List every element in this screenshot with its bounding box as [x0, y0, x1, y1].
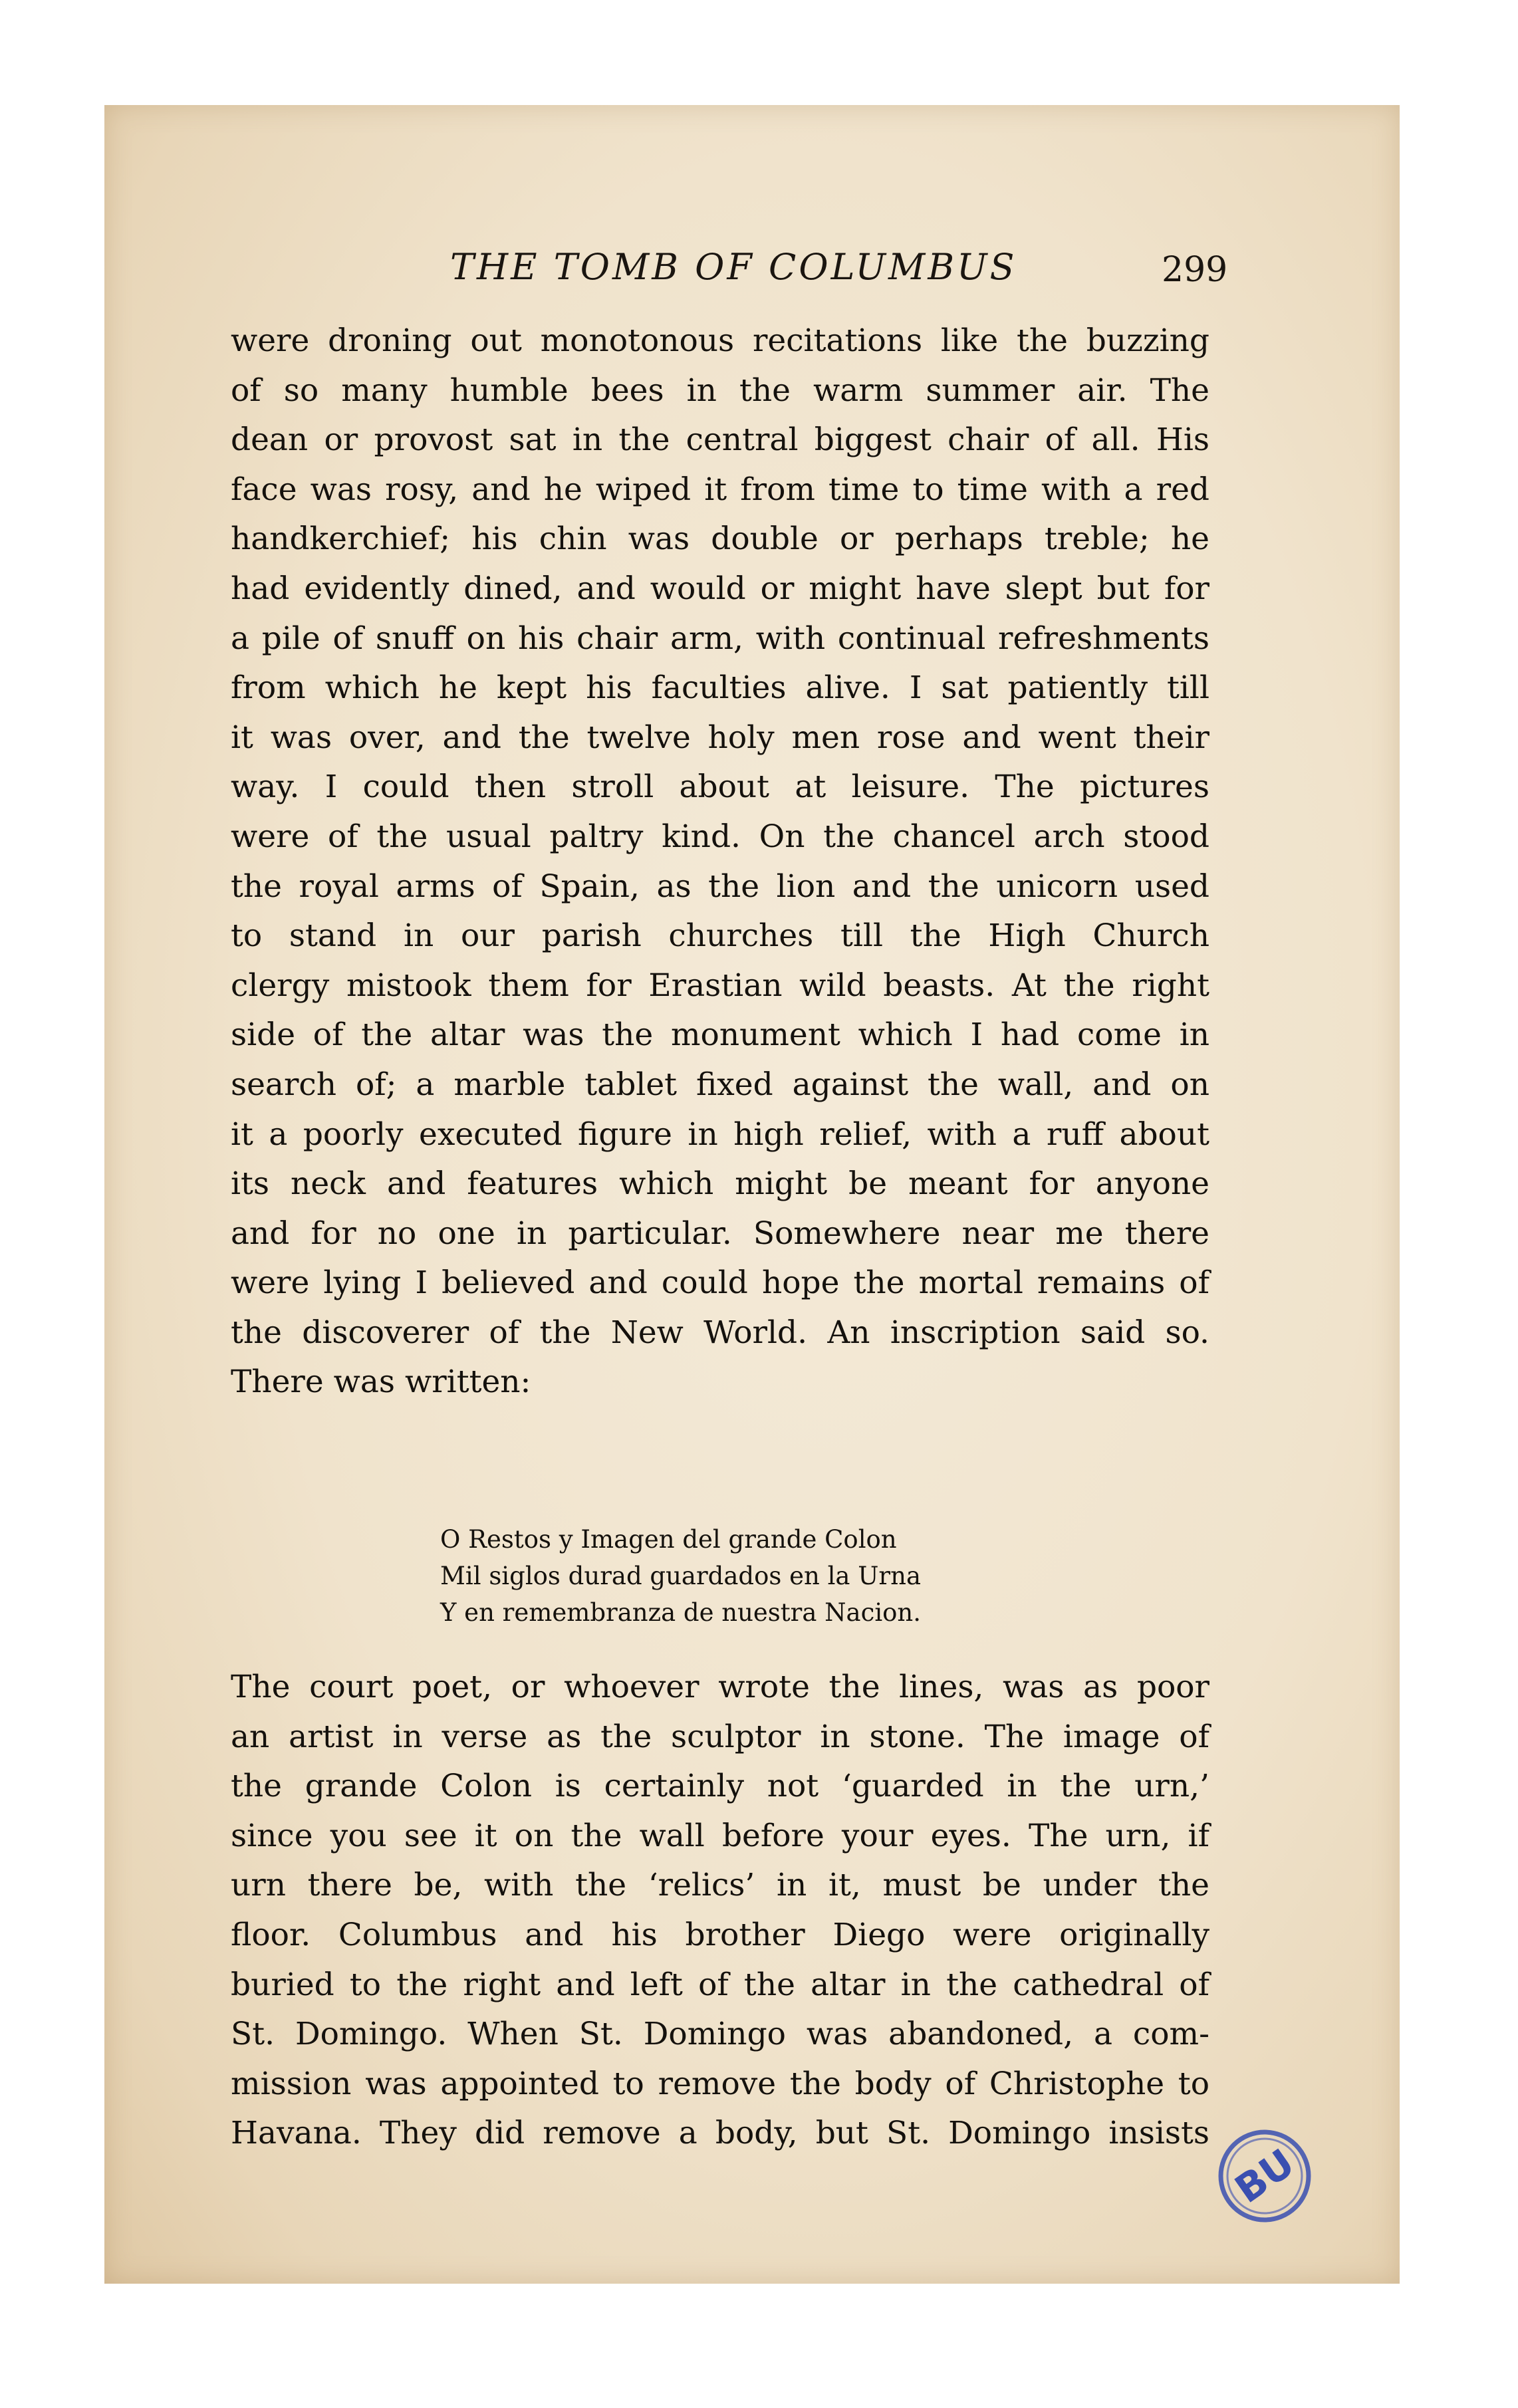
text-line: St. Domingo. When St. Domingo was abandoned, a com-	[231, 2016, 1209, 2053]
library-stamp-icon	[1215, 2126, 1315, 2226]
text-line: Havana. They did remove a body, but St. Domingo insists	[231, 2115, 1209, 2152]
inscription-line: Mil siglos durad guardados en la Urna	[440, 1562, 921, 1590]
text-line: face was rosy, and he wiped it from time to time with a red	[231, 471, 1209, 508]
text-line: There was written:	[231, 1364, 531, 1401]
text-line: dean or provost sat in the central biggest chair of all. His	[231, 421, 1209, 459]
text-line: way. I could then stroll about at leisure. The pictures	[231, 769, 1209, 806]
text-line: floor. Columbus and his brother Diego were originally	[231, 1916, 1209, 1953]
stamp-text: BU	[1227, 2139, 1303, 2213]
text-line: it was over, and the twelve holy men rose and went their	[231, 719, 1209, 756]
text-line: its neck and features which might be meant for anyone	[231, 1165, 1209, 1203]
text-line: the grande Colon is certainly not ‘guarded in the urn,’	[231, 1768, 1209, 1805]
text-line: were droning out monotonous recitations like the buzzing	[231, 322, 1209, 359]
text-line: The court poet, or whoever wrote the lines, was as poor	[231, 1669, 1209, 1705]
text-line: the discoverer of the New World. An inscription said so.	[231, 1314, 1209, 1351]
running-title: THE TOMB OF COLUMBUS	[450, 246, 1017, 288]
text-line: side of the altar was the monument which I had come in	[231, 1017, 1209, 1054]
inscription-quote	[440, 1521, 1105, 1631]
text-line: had evidently dined, and would or might have slept but for	[231, 570, 1209, 607]
text-line: an artist in verse as the sculptor in stone. The image of	[231, 1718, 1209, 1755]
text-line: the royal arms of Spain, as the lion and the unicorn used	[231, 868, 1209, 905]
text-line: from which he kept his faculties alive. I sat patiently till	[231, 669, 1209, 707]
text-line: were lying I believed and could hope the mortal remains of	[231, 1264, 1209, 1302]
page-header	[104, 246, 1400, 306]
text-line: buried to the right and left of the altar in the cathedral of	[231, 1966, 1209, 2003]
scanned-page	[104, 105, 1400, 2284]
body-text-paragraph-1	[231, 316, 1209, 1407]
text-line: handkerchief; his chin was double or perhaps treble; he	[231, 521, 1209, 558]
text-line: a pile of snuff on his chair arm, with continual refreshments	[231, 620, 1209, 657]
text-line: clergy mistook them for Erastian wild beasts. At the right	[231, 967, 1209, 1004]
inscription-line: Y en remembranza de nuestra Nacion.	[440, 1598, 922, 1627]
body-text-paragraph-2	[231, 1663, 1209, 2159]
text-line: of so many humble bees in the warm summer air. The	[231, 372, 1209, 409]
text-line: and for no one in particular. Somewhere near me there	[231, 1215, 1209, 1252]
text-line: mission was appointed to remove the body of Christophe to	[231, 2065, 1209, 2102]
text-line: to stand in our parish churches till the High Church	[231, 917, 1209, 955]
page-number: 299	[1162, 250, 1228, 290]
text-line: search of; a marble tablet fixed against the wall, and on	[231, 1066, 1209, 1103]
text-line: it a poorly executed figure in high relief, with a ruff about	[231, 1116, 1209, 1153]
text-line: were of the usual paltry kind. On the chancel arch stood	[231, 818, 1209, 855]
inscription-line: O Restos y Imagen del grande Colon	[440, 1525, 897, 1554]
text-line: urn there be, with the ‘relics’ in it, must be under the	[231, 1867, 1209, 1904]
text-line: since you see it on the wall before your eyes. The urn, if	[231, 1817, 1209, 1854]
